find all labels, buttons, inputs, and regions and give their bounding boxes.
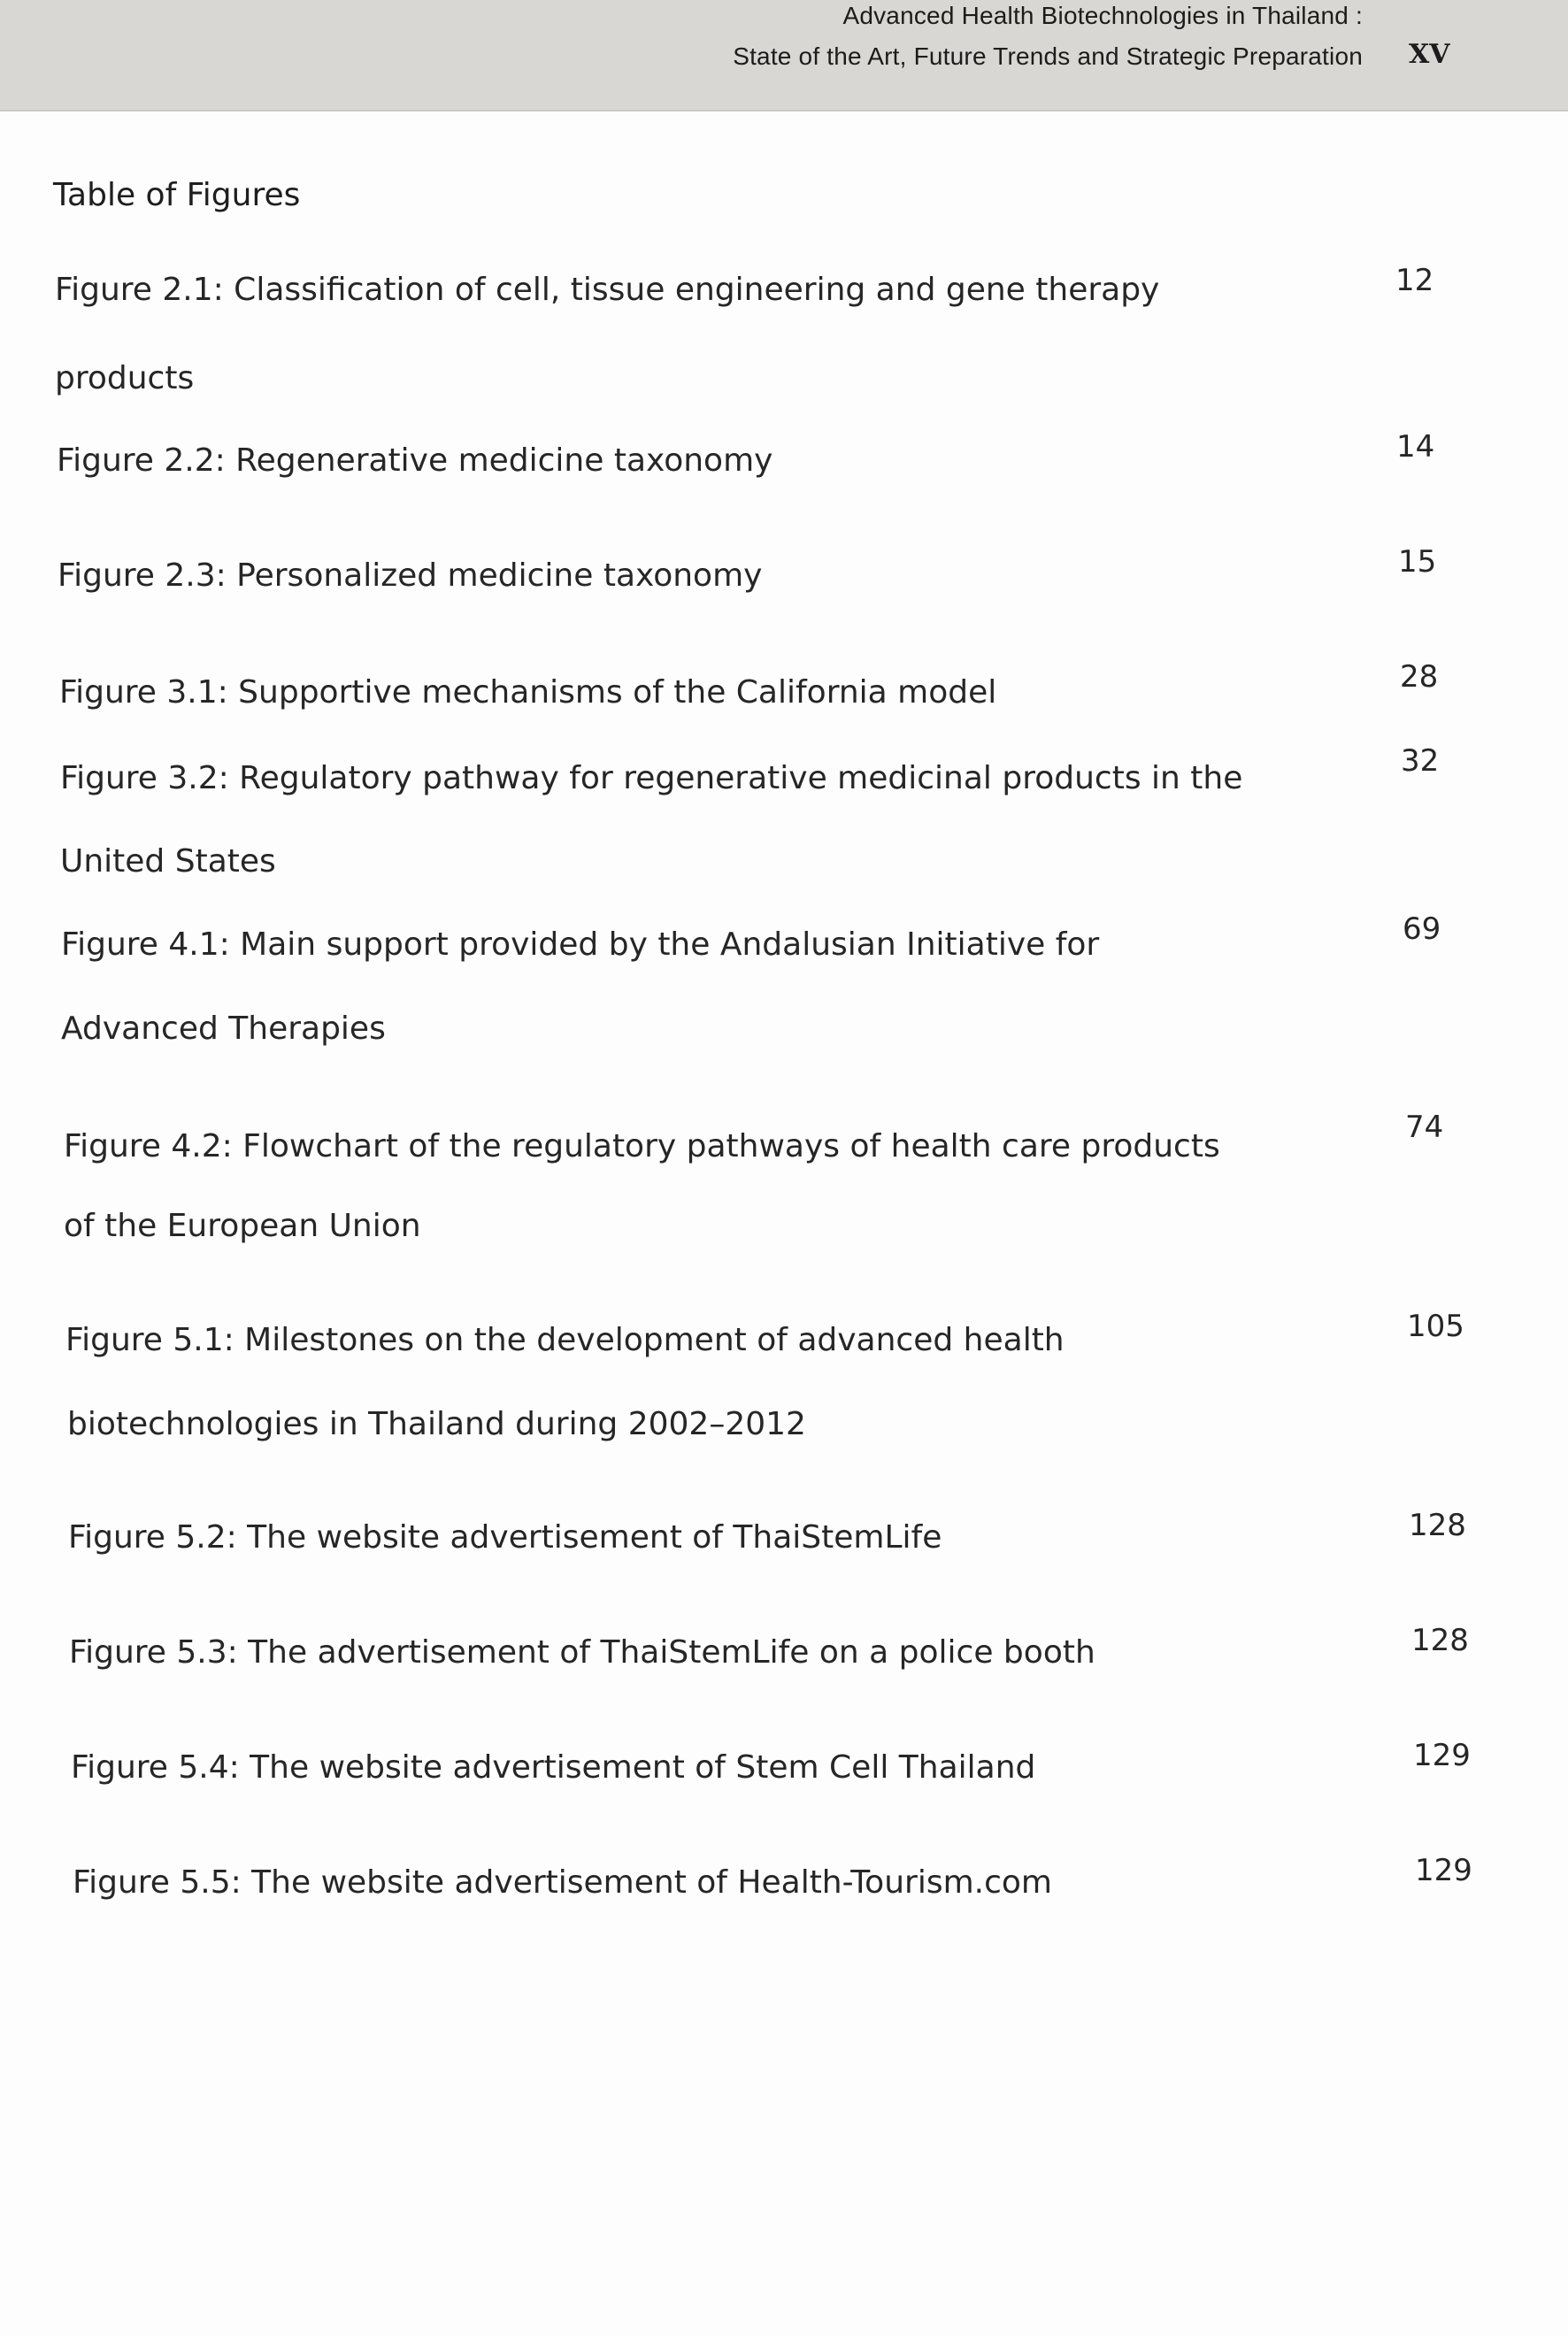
figure-entry-page-number: 105 — [1407, 1309, 1464, 1344]
figure-entry-title: Figure 5.1: Milestones on the development of advanced health — [65, 1322, 1065, 1358]
figure-entry-title: Figure 2.2: Regenerative medicine taxonomy — [57, 442, 773, 479]
figure-entry-page-number: 14 — [1396, 429, 1435, 465]
figure-entry-title: Figure 3.1: Supportive mechanisms of the California model — [59, 674, 997, 711]
figure-entry-page-number: 28 — [1400, 659, 1439, 695]
figure-entry-page-number: 128 — [1409, 1508, 1466, 1543]
figure-entry-page-number: 128 — [1411, 1623, 1469, 1658]
figure-entry-title: Figure 3.2: Regulatory pathway for regenerative medicinal products in the — [60, 760, 1243, 796]
figure-entry-title: Figure 5.5: The website advertisement of Health-Tourism.com — [73, 1864, 1052, 1901]
figure-entry-title-continued: United States — [60, 843, 276, 880]
figure-entry-title-continued: biotechnologies in Thailand during 2002–2012 — [67, 1406, 806, 1442]
figure-entry-page-number: 15 — [1398, 544, 1437, 580]
header-title-line-1: Advanced Health Biotechnologies in Thailand : — [842, 2, 1363, 29]
figure-entry-page-number: 129 — [1415, 1853, 1472, 1888]
figure-entry-title-continued: of the European Union — [64, 1208, 421, 1244]
figure-entry-title: Figure 5.4: The website advertisement of Stem Cell Thailand — [71, 1749, 1036, 1786]
figure-entry-title: Figure 2.3: Personalized medicine taxonomy — [58, 557, 763, 594]
figure-entry-title: Figure 5.3: The advertisement of ThaiStemLife on a police booth — [69, 1634, 1095, 1671]
page-number: XV — [1409, 39, 1450, 70]
figure-entry-page-number: 32 — [1401, 743, 1440, 779]
figure-entry-title: Figure 4.1: Main support provided by the Andalusian Initiative for — [61, 926, 1100, 963]
section-title: Table of Figures — [53, 177, 301, 213]
figure-entry-title: Figure 2.1: Classification of cell, tissue engineering and gene therapy — [55, 272, 1160, 308]
figure-entry-title-continued: products — [55, 360, 195, 396]
header-title-line-2: State of the Art, Future Trends and Strategic Preparation — [733, 42, 1363, 70]
running-header — [0, 0, 1568, 111]
figure-entry-page-number: 129 — [1413, 1738, 1471, 1773]
figure-entry-title-continued: Advanced Therapies — [61, 1010, 386, 1047]
figure-entry-page-number: 12 — [1395, 263, 1434, 298]
figure-entry-title: Figure 4.2: Flowchart of the regulatory pathways of health care products — [64, 1128, 1220, 1164]
figure-entry-page-number: 69 — [1403, 911, 1441, 947]
figure-entry-page-number: 74 — [1405, 1110, 1444, 1145]
figure-entry-title: Figure 5.2: The website advertisement of ThaiStemLife — [68, 1519, 942, 1556]
